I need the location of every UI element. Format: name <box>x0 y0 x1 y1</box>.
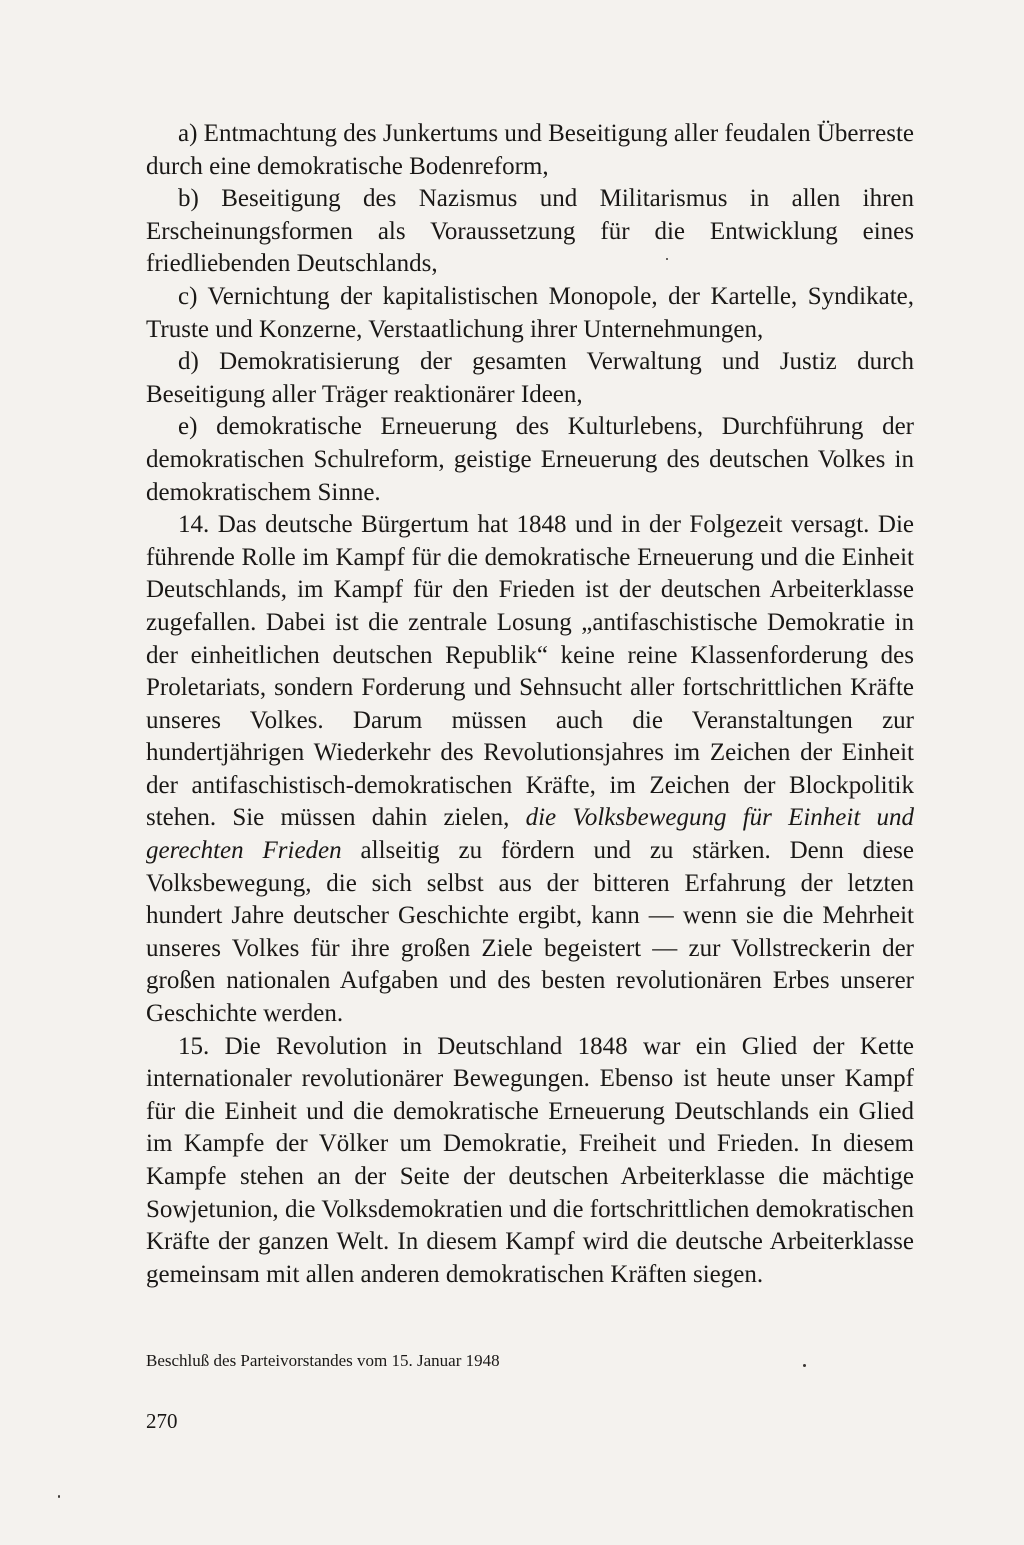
list-item-c: c) Vernichtung der kapitalistischen Monopole, der Kartelle, Syndikate, Truste und Konzerne, Verstaatlichung ihrer Unternehmungen, <box>146 282 914 343</box>
section-14-text-after: allseitig zu fördern und zu stärken. Denn diese Volksbewegung, die sich selbst aus der bitteren Erfahrung der letzten hundert Jahre deutscher Geschichte ergibt, kann — wenn sie die Mehrheit unseres Volkes für ihre großen Ziele begeistert — zur Vollstreckerin der großen nationalen Aufgaben und des besten revolutionären Erbes unserer Geschichte werden. <box>146 837 915 1028</box>
list-item-a: a) Entmachtung des Junkertums und Beseitigung aller feudalen Überreste durch eine demokratische Bodenreform, <box>146 120 914 180</box>
ink-speck <box>666 258 668 260</box>
list-item-d: d) Demokratisierung der gesamten Verwaltung und Justiz durch Beseitigung aller Träger reaktionärer Ideen, <box>146 348 914 408</box>
section-14-paragraph <box>146 509 914 1031</box>
page-number: 270 <box>146 1409 178 1433</box>
resolution-note: Beschluß des Parteivorstandes vom 15. Januar 1948 <box>146 1351 500 1370</box>
section-14-emphasis: die Volksbewegung für Einheit und gerechten Frieden <box>146 804 915 865</box>
body-text <box>146 118 914 1291</box>
list-item-e: e) demokratische Erneuerung des Kulturlebens, Durchführung der demokratischen Schulreform, geistige Erneuerung des deutschen Volkes in demokratischem Sinne. <box>146 413 914 506</box>
ink-speck <box>58 1495 60 1498</box>
section-15-paragraph: 15. Die Revolution in Deutschland 1848 war ein Glied der Kette internationaler revolutionärer Bewegungen. Ebenso ist heute unser Kampf für die Einheit und die demokratische Erneuerung Deutschlands ein Glied im Kampfe der Völker um Demokratie, Freiheit und Frieden. In diesem Kampfe stehen an der Seite der deutschen Arbeiterklasse die mächtige Sowjetunion, die Volksdemokratien und die fortschrittlichen demokratischen Kräfte der ganzen Welt. In diesem Kampf wird die deutsche Arbeiterklasse gemeinsam mit allen anderen demokratischen Kräften siegen. <box>146 1032 914 1288</box>
list-item-b: b) Beseitigung des Nazismus und Militarismus in allen ihren Erscheinungsformen als Voraussetzung für die Entwicklung eines friedliebenden Deutschlands, <box>146 185 914 278</box>
section-14-text-before: 14. Das deutsche Bürgertum hat 1848 und in der Folgezeit versagt. Die führende Rolle im Kampf für die demokratische Erneuerung und die Einheit Deutschlands, im Kampf für den Frieden ist der deutschen Arbeiterklasse zugefallen. Dabei ist die zentrale Losung „antifaschistische Demokratie in der einheitlichen deutschen Republik“ keine reine Klassenforderung des Proletariats, sondern Forderung und Sehnsucht aller fortschrittlichen Kräfte unseres Volkes. Darum müssen auch die Veranstaltungen zur hundertjährigen Wiederkehr des Revolutionsjahres im Zeichen der Einheit der antifaschistisch-demokratischen Kräfte, im Zeichen der Blockpolitik stehen. Sie müssen dahin zielen, <box>146 511 914 832</box>
ink-speck <box>803 1364 806 1367</box>
